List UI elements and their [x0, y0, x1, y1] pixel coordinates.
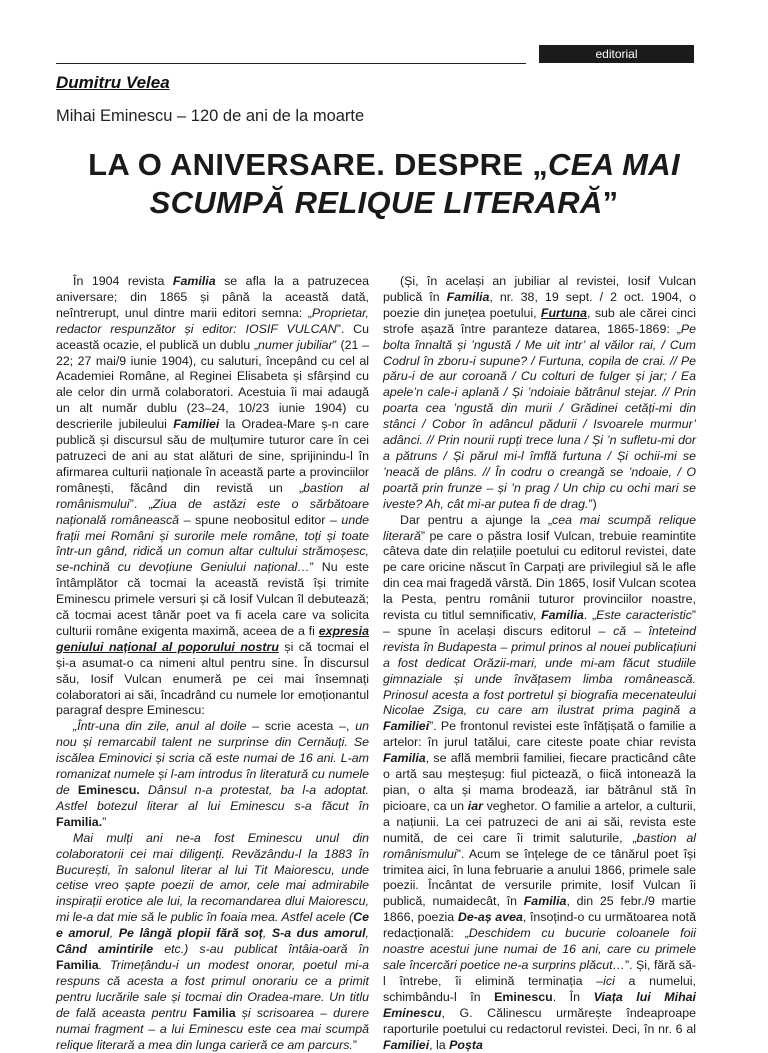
text-run: Familia [192, 1005, 236, 1020]
text-run: Ziua de astăzi este o sărbătoare națională românească [56, 496, 369, 527]
text-run: ” Nu este întâmplător că tocmai la această revistă își trimite Eminescu primele versuri și că Iosif Vulcan îl debutează; că tocmai acest tânăr poet va fi acela care va solicita culturii române exigenta maximă, aceea de a fi [56, 560, 369, 638]
text-run: ”. „ [129, 496, 153, 511]
text-run: Ce e amorul [56, 910, 369, 941]
text-run: Familia [383, 751, 426, 766]
text-run: . În [552, 989, 594, 1004]
text-run: . „ [583, 608, 597, 623]
text-run: , din 25 febr./9 martie 1866, poezia [383, 894, 696, 925]
text-run: numer jubiliar [258, 337, 333, 352]
text-run: , însoțind-o cu următoarea notă redacțională: „ [383, 910, 696, 941]
text-run: Familia [541, 608, 584, 623]
text-run: , la [429, 1037, 450, 1052]
text-run: În 1904 revista [73, 274, 173, 288]
title-part-3: ” [602, 185, 619, 220]
text-run: expresia geniului național al poporului nostru [56, 623, 369, 654]
section-badge: editorial [539, 45, 694, 63]
text-run: și că tocmai el și-a asumat-o ca nimeni altul pentru sine. În discursul său, Iosif Vulcan enumeră pe cei mai însemnați colaboratori ai săi, încadrând cu numele lor emoționantul paragraf despre Eminescu: [56, 639, 369, 718]
header-rule [56, 63, 526, 64]
text-run: , [365, 926, 369, 941]
text-run: Furtuna [540, 305, 588, 320]
text-run: Familiei [383, 719, 430, 734]
text-run: Dar pentru a ajunge la „ [400, 512, 553, 527]
text-run: ” (21 – 22; 27 mai/9 iunie 1904), cu saluturi, începând cu cel al Academiei Române, al Reginei Elisabeta și sfârșind cu ale celor din urmă colaboratori. Acestuia îi mai adaugă un alt număr dublu (23–24, 10/23 iunie 1904) cu descrierile jubileului [56, 337, 370, 432]
text-run: Familia [446, 289, 490, 304]
text-run: De-aș avea [457, 910, 523, 925]
text-run: cea mai scumpă relique literară [383, 512, 696, 543]
text-run: Viața lui Mihai Eminescu [383, 989, 696, 1020]
text-run: ici [603, 973, 615, 988]
text-run: că – înteteind revista în Budapesta – primul prinos al nouei publicațiuni a fost dedicat Orăzii-mari, unde mi-am făcut studiile gimnaziale și unde învățasem limba românească. Prinosul acesta a fost portretul și biografia mecenateului Nicolae Zsiga, cu care am ilustrat prima pagină a [383, 623, 696, 718]
text-run: ”. Acum se înțelege de ce tânărul poet își trimitea aici, în luna februarie a anului 1866, primele sale poezii. Încântat de versurile primite, Iosif Vulcan îi publică, numaidecât, în [383, 846, 696, 909]
paragraph [56, 274, 369, 719]
text-run: ” pe care o păstra Iosif Vulcan, trebuie reamintite câteva date din relațiile poetului cu editorul revistei, date pe care oricine născut în Carpați are privilegiul să le afle din cea mai fragedă vârstă. Din 1865, Iosif Vulcan scotea la Pesta, pentru românii tuturor provinciilor noastre, revista cu titlul semnificativ, [383, 528, 696, 623]
text-run: , sub ale cărei cinci strofe așază între paranteze datarea, 1865-1869: „ [383, 305, 696, 336]
text-run: ” [102, 814, 107, 829]
text-run: un nou și remarcabil talent ne surprinse din Cernăuți. Se iscălea Eminovici și scria că este numai de 16 ani. L-am romanizat numele și l-am introdus în literatură cu numele de [56, 719, 370, 797]
text-run: Familia [523, 894, 567, 909]
text-run: ”. Pe frontonul revistei este înfățișată o familie a artelor: în jurul tatălui, care citeste poate chiar revista [383, 719, 696, 750]
text-run: Deschidem cu bucurie coloanele foii noastre acestui june numai de 16 ani, care cu primele sale încercări poetice ne-a surprins plăcut… [383, 926, 696, 972]
text-run: iar [467, 798, 483, 813]
text-run: Mai mulți ani ne-a fost Eminescu unul din colaboratorii cei mai diligenți. Revăzându-l la 1883 în București, în salonul literar al lui Tit Maiorescu, unde cetise vreo șapte poezii de amor, cele mai admirabile inspirații erotice ale lui, la recomandarea dlui Maiorescu, mi le-a dat mie să le public în foaia mea. Astfel acele ( [56, 830, 369, 925]
text-run: , G. Călinescu urmărește îndeaproape raporturile poetului cu redactorul revistei. Deci, în nr. 6 al [383, 1005, 696, 1036]
text-run: Este caracteristic [596, 608, 692, 623]
text-run: . Trimețându-i un modest onorar, poetul mi-a respuns că acesta a fost primul onorariu ce a primit pentru lucrările sale și tocmai din Oradea-mare. Un titlu de fală aceasta pentru [56, 957, 369, 1020]
text-run: la Oradea-Mare ș-n care publică și discursul său de mulțumire tuturor care în cei patruzeci de ani au stat alături de sine, sprijinindu-l în afirmarea culturii naționale în această parte a provinciilor românești, făcând din revistă un „ [56, 417, 369, 495]
article-subtitle: Mihai Eminescu – 120 de ani de la moarte [56, 107, 365, 125]
text-run: S-a dus amorul [271, 926, 366, 941]
text-run: ” – spune în același discurs editorul – [383, 608, 696, 638]
article-title [40, 146, 728, 222]
text-run: a numelui, schimbându-l în [383, 973, 696, 1004]
title-part-2: CEA MAI SCUMPĂ RELIQUE LITERARĂ [149, 147, 680, 220]
text-run: Când amintirile [56, 942, 154, 957]
right-column [383, 274, 696, 1053]
text-run: bastion al românismului [383, 830, 696, 861]
text-run: ”. Și, fără să-l întrebe, îi elimină terminația – [383, 957, 697, 988]
text-run: – scrie acesta –, [246, 719, 356, 734]
text-run: Pe bolta înnaltă și ’ngustă / Me uit intr’ al văilor rai, / Cum Codrul în zboru-i supune? / Furtuna, copila de crai. // Pe păru-i de aur coroană / Cu colturi de fulger și jar; / Ea apele’n cale-i aplană / Și ’ndoiaie bătrânul stejar. // Prin poarta cea ’ngustă din murii / Grădinei cetăți-mi din stânci / Cobor în adâncul pădurii / Isvoarele murmur’ adânci. // Prin nourii rupți trece luna / Și ’n sufletu-mi dor a pătruns / Și părul mi-l îmflă furtuna / Și ochii-mi se ’neacă de plâns. // În codru o creangă se ’ndoaie, / O poartă prin frunze – și ’n prag / Un chip cu ochi mari se iveste? Ah, cât mi-ar putea fi de drag. [383, 321, 696, 511]
text-run: unde frații mei Români și surorile mele române, toți și toate într-un gând, ridică un comun altar cultului strămoșesc, se-nchină cu devoțiune Geniului național… [56, 512, 369, 575]
text-run: Familia. [56, 814, 103, 829]
text-run: Familiei [173, 417, 220, 432]
text-run: Familia [56, 957, 99, 972]
text-run: , nr. 38, 19 sept. / 2 oct. 1904, o poezie din junețea poetului, [383, 289, 696, 320]
text-run: , se află membrii familiei, fiecare practicând câte o artă sau meșteșug: fiul pictează, o fiică intonează la pian, o alta și mama brodează, iar bătrânul stă în picioare, ca un [383, 751, 696, 813]
text-run: (Și, în același an jubiliar al revistei, Iosif Vulcan publică în [383, 274, 696, 304]
text-run: ” [352, 1037, 357, 1052]
text-run: veghetor. O familie a artelor, a culturii, a națiunii. La cei patruzeci de ani ai săi, revista este numită, de cei care îi trimit saluturile, „ [383, 798, 696, 845]
paragraph [56, 719, 369, 830]
paragraph [56, 831, 369, 1053]
text-run: ”) [588, 496, 597, 511]
text-run: Eminescu [494, 989, 553, 1004]
text-run: Familiei [383, 1037, 430, 1052]
text-run: – spune neobositul editor – [179, 512, 342, 527]
text-run: „Într-una din zile, anul al doile [73, 719, 247, 734]
text-run: Familia [172, 274, 216, 288]
text-run: ”. Cu această ocazie, el publică un dublu „ [56, 321, 369, 352]
paragraph [383, 274, 696, 513]
text-run: Dânsul n-a protestat, ba l-a adoptat. Astfel botezul literar al lui Eminescu s-a făcut în [56, 783, 369, 813]
text-run: bastion al românismului [56, 480, 369, 511]
text-run: , [262, 926, 272, 941]
text-run: etc.) s-au publicat întâia-oară în [153, 942, 369, 957]
text-run: Poșta [449, 1037, 483, 1052]
text-run: Pe lângă plopii fără soț [118, 926, 263, 941]
text-run: și scrisoarea – durere numai fragment – a lui Eminescu este cea mai scumpă relique literară a mea din lunga carieră ce am parcurs. [56, 1005, 369, 1052]
author-name: Dumitru Velea [56, 73, 170, 92]
text-run: Proprietar, redactor respunzător și editor: IOSIF VULCAN [56, 305, 369, 336]
text-run: se afla la a patruzecea aniversare; din 1865 și până la această dată, neîntrerupt, unul dintre marii editori semna: „ [56, 274, 369, 320]
paragraph [383, 513, 696, 1053]
text-run: Eminescu. [77, 783, 140, 797]
left-column [56, 274, 369, 1053]
title-part-1: LA O ANIVERSARE. DESPRE „ [88, 147, 549, 182]
text-run: , [109, 926, 119, 941]
